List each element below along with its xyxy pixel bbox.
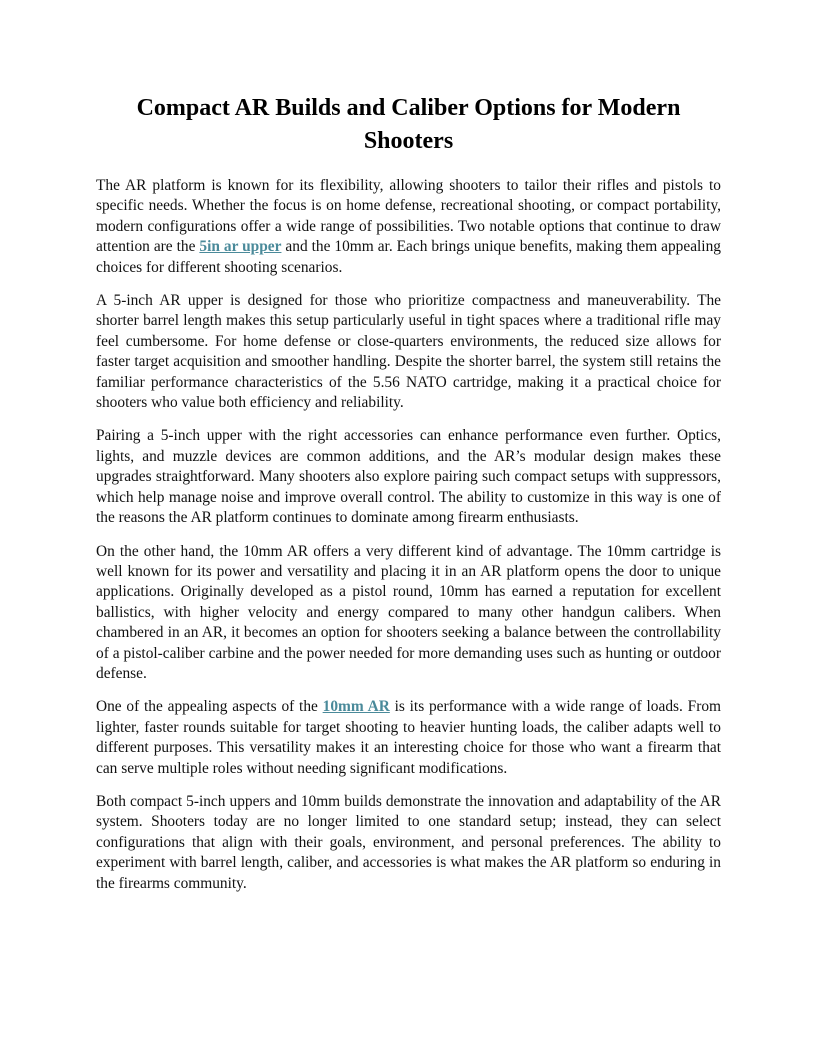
paragraph-conclusion: Both compact 5-inch uppers and 10mm builds demonstrate the innovation and adaptability of the AR system. Shooters today are no longer limited to one standard setup; instead, they can select configurations that align with their goals, environment, and personal preferences. The ability to experiment with barrel length, caliber, and accessories is what makes the AR platform so enduring in the firearms community. [96,792,721,892]
paragraph-accessories: Pairing a 5-inch upper with the right accessories can enhance performance even further. Optics, lights, and muzzle devices are common additions, and the AR’s modular design makes these upgrades straightforward. Many shooters also explore pairing such compact setups with suppressors, which help manage noise and improve overall control. The ability to customize in this way is one of the reasons the AR platform continues to dominate among firearm enthusiasts. [96,427,721,527]
paragraph-10mm-loads [96,697,721,779]
paragraph-10mm-loads-text-after: is its performance with a wide range of loads. From lighter, faster rounds suitable for target shooting to heavier hunting loads, the caliber adapts well to different purposes. This versatility makes it an interesting choice for those who want a firearm that can serve multiple roles without needing significant modifications. [96,698,721,777]
paragraph-10mm-loads-text-before: One of the appealing aspects of the [96,698,323,716]
paragraph-intro-text-before: The AR platform is known for its flexibility, allowing shooters to tailor their rifles and pistols to specific needs. Whether the focus is on home defense, recreational shooting, or compact portability, modern configurations offer a wide range of possibilities. Two notable options that continue to draw attention are the [96,177,721,256]
paragraph-intro [96,176,721,278]
paragraph-intro-text-after: and the 10mm ar. Each brings unique benefits, making them appealing choices for different shooting scenarios. [96,238,721,276]
link-5in-ar-upper[interactable]: 5in ar upper [199,238,282,256]
document-page [96,92,721,907]
paragraph-10mm-ar: On the other hand, the 10mm AR offers a very different kind of advantage. The 10mm cartridge is well known for its power and versatility and placing it in an AR platform opens the door to unique applications. Originally developed as a pistol round, 10mm has earned a reputation for excellent ballistics, with higher velocity and energy compared to many other handgun calibers. When chambered in an AR, it becomes an option for shooters seeking a balance between the controllability of a pistol-caliber carbine and the power needed for more demanding uses such as hunting or outdoor defense. [96,542,721,682]
paragraph-5-inch-upper: A 5-inch AR upper is designed for those who prioritize compactness and maneuverability. The shorter barrel length makes this setup particularly useful in tight spaces where a traditional rifle may feel cumbersome. For home defense or close-quarters environments, the reduced size allows for faster target acquisition and smoother handling. Despite the shorter barrel, the system still retains the familiar performance characteristics of the 5.56 NATO cartridge, making it a practical choice for shooters who value both efficiency and reliability. [96,292,721,412]
document-title: Compact AR Builds and Caliber Options for Modern Shooters [136,95,681,154]
link-10mm-ar[interactable]: 10mm AR [322,698,390,716]
